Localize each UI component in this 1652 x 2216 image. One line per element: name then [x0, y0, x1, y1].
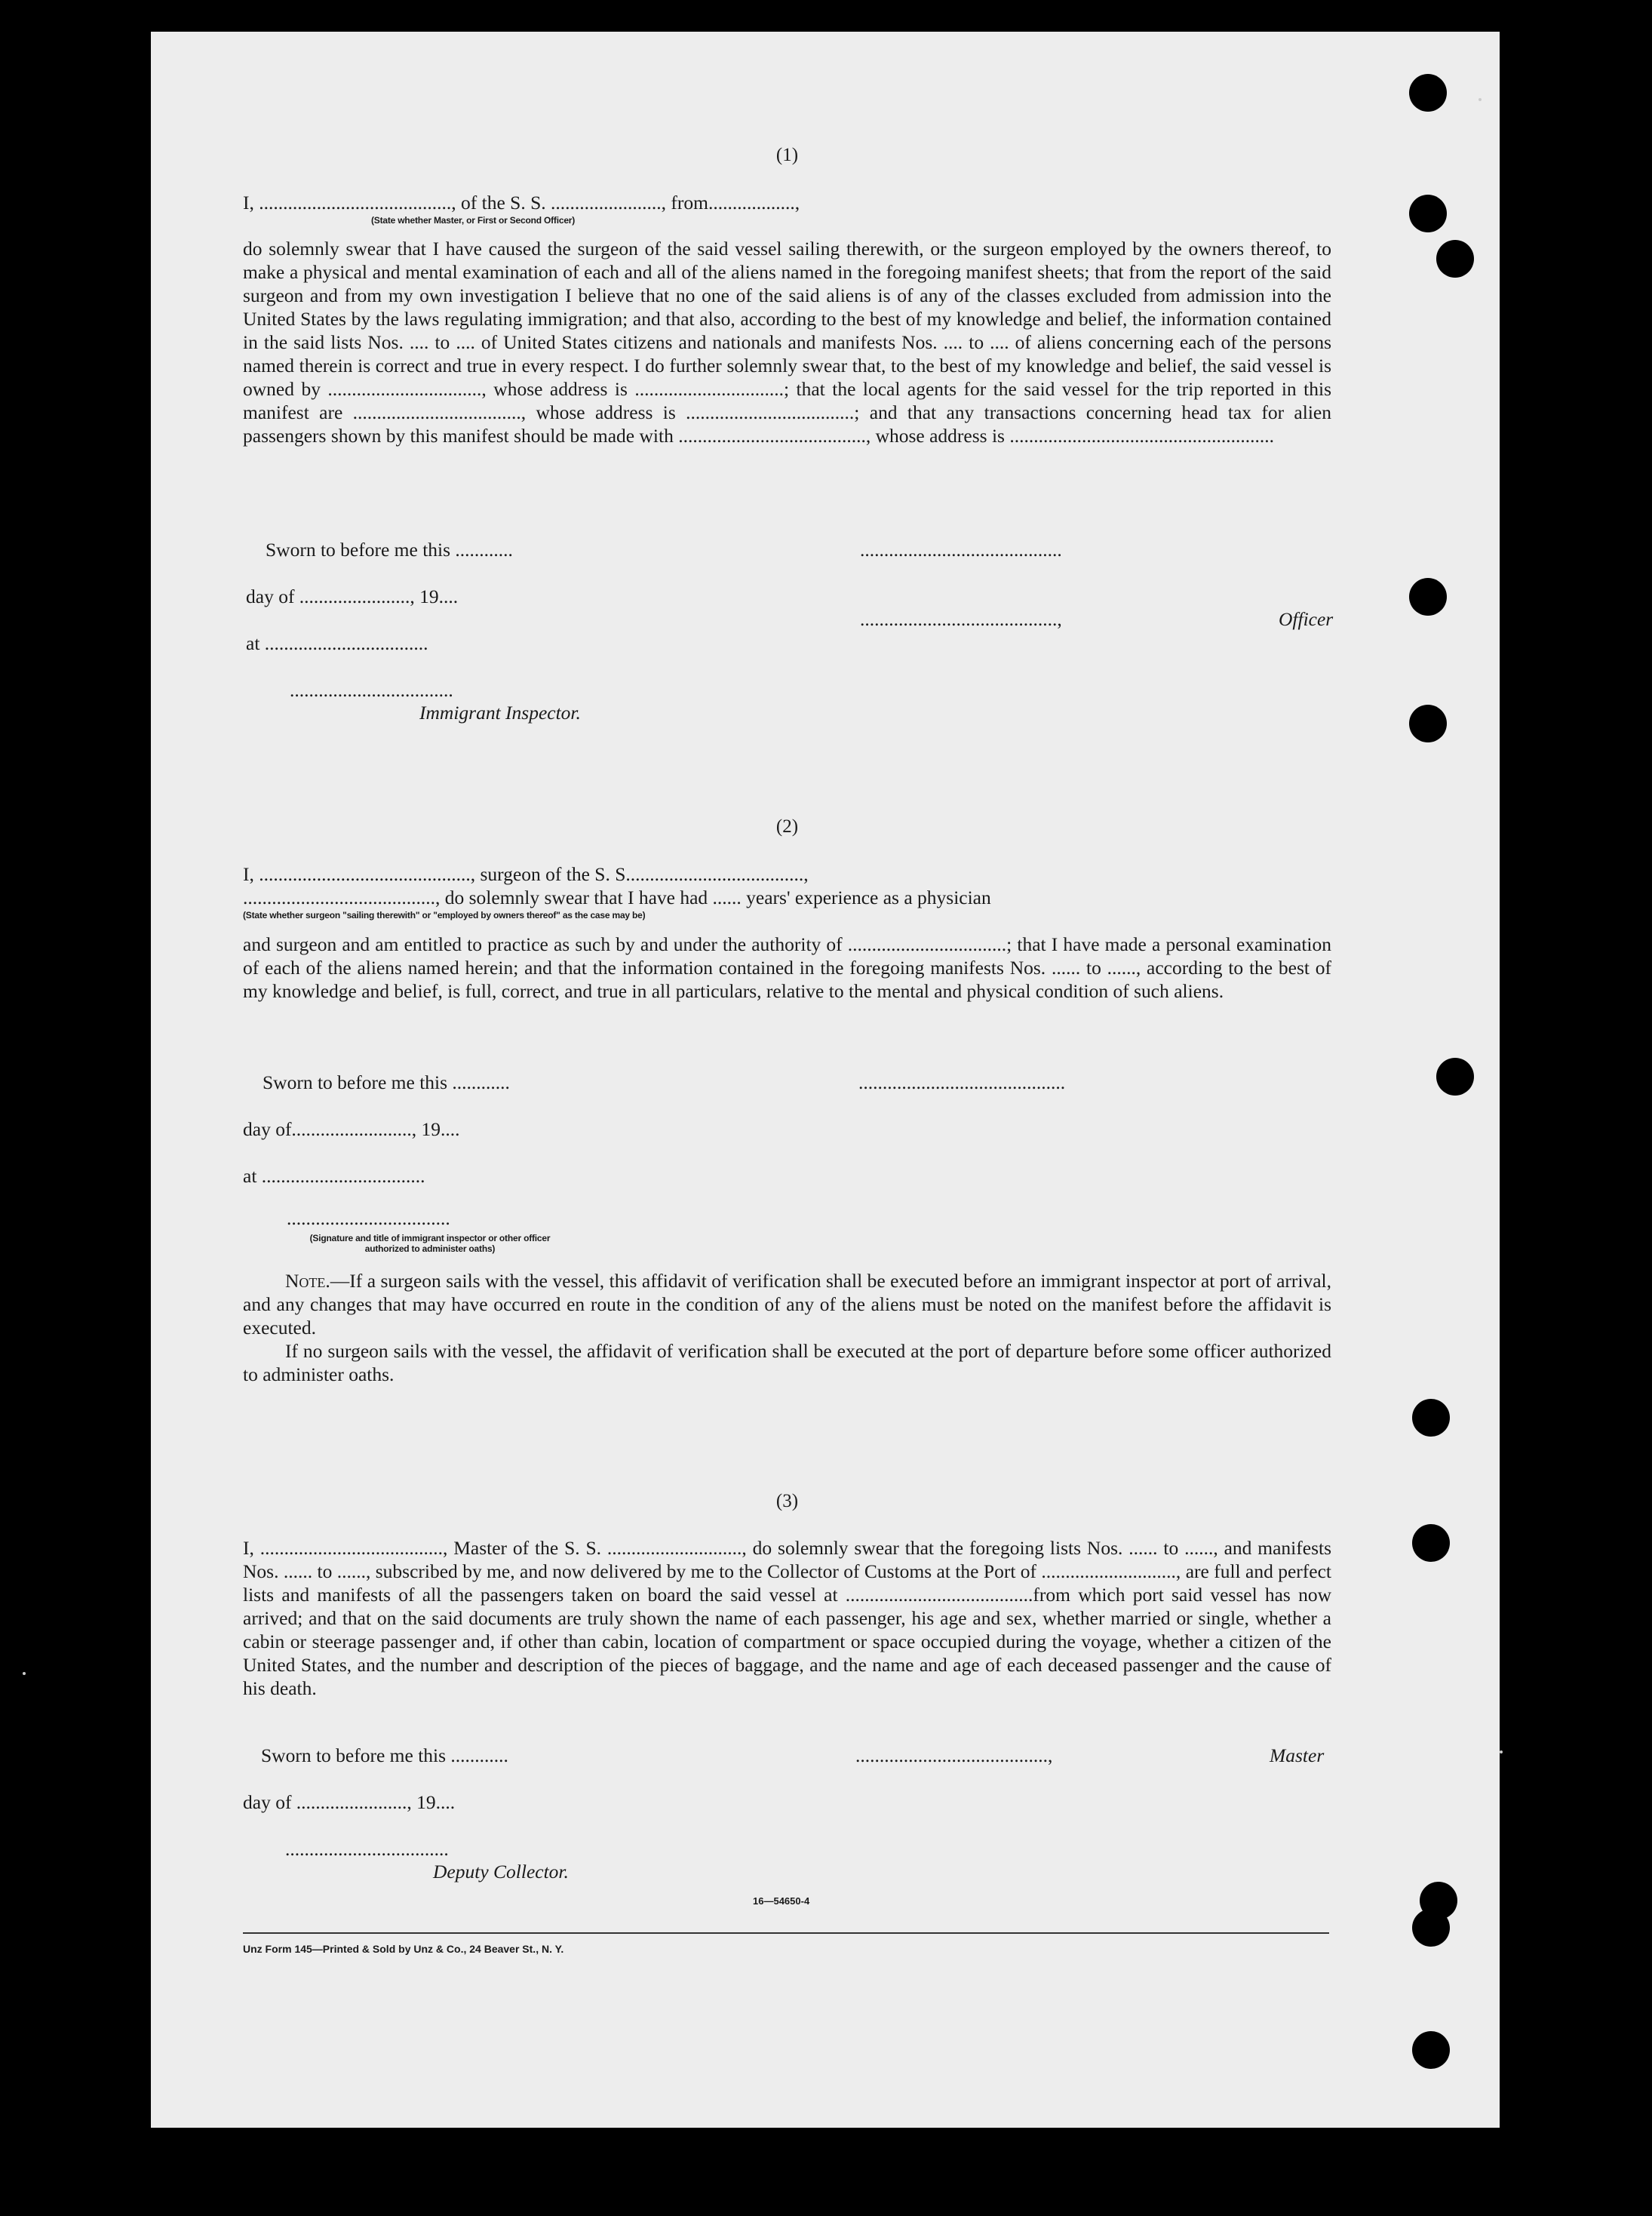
sworn-line: Sworn to before me this ............ [263, 1071, 510, 1093]
section2-body: and surgeon and am entitled to practice as such by and under the authority of .................................; that I have made a personal examination of each of the aliens named herein; and that the information contained in the foregoing manifests Nos. ...... to ......, according to the best of my knowledge and belief, is full, correct, and true in all particulars, relative to the mental and physical condition of such aliens. [243, 933, 1331, 1002]
note-label: Note [285, 1270, 326, 1292]
note-paragraph-2: If no surgeon sails with the vessel, the affidavit of verification shall be executed at the port of departure before some officer authorized to administer oaths. [243, 1340, 1331, 1385]
punch-hole [1409, 578, 1447, 616]
punch-hole [1412, 1524, 1450, 1562]
inspector-dots: .................................. [290, 679, 453, 701]
punch-hole [1412, 2031, 1450, 2069]
document-content [243, 0, 1334, 2216]
at-line: at .................................. [243, 1165, 425, 1187]
officer-dots: ........................................., [860, 608, 1062, 630]
punch-hole [1409, 195, 1447, 232]
punch-hole [1412, 1399, 1450, 1437]
punch-hole [1436, 240, 1474, 278]
signature-note: (Signature and title of immigrant inspector or other officer authorized to administer oaths) [309, 1233, 551, 1254]
speck [23, 1672, 26, 1675]
form-number: 16—54650-4 [753, 1895, 810, 1907]
footer-rule [243, 1932, 1329, 1934]
footer-printer: Unz Form 145—Printed & Sold by Unz & Co., 24 Beaver St., N. Y. [243, 1943, 564, 1955]
section-number: (1) [775, 145, 799, 165]
day-of-line: day of ......................., 19.... [243, 1791, 456, 1813]
speck [1500, 1750, 1503, 1753]
section1-note: (State whether Master, or First or Second Officer) [371, 215, 576, 226]
speck [1479, 98, 1482, 101]
at-line: at .................................. [246, 632, 428, 654]
section2-note: (State whether surgeon "sailing therewith" or "employed by owners thereof" as the case may be) [243, 910, 646, 921]
section1-line1: I, ........................................, of the S. S. ......................., from.................., [243, 192, 800, 214]
master-label: Master [1270, 1744, 1325, 1766]
sworn-line: Sworn to before me this ............ [261, 1744, 508, 1766]
signature-dots: ........................................... [858, 1071, 1066, 1093]
section-number: (2) [775, 816, 799, 837]
day-of-line: day of........................., 19.... [243, 1118, 460, 1140]
punch-hole [1412, 1909, 1450, 1947]
signature-dots: .......................................... [860, 539, 1062, 561]
sworn-line: Sworn to before me this ............ [266, 539, 513, 561]
day-of-line: day of ......................., 19.... [246, 586, 459, 607]
punch-hole [1436, 1058, 1474, 1096]
master-dots: ........................................, [855, 1744, 1053, 1766]
collector-label: Deputy Collector. [433, 1861, 569, 1883]
officer-label: Officer [1279, 608, 1334, 630]
punch-hole [1409, 74, 1447, 112]
punch-hole [1409, 705, 1447, 742]
section2-line1: I, ............................................, surgeon of the S. S....................................., [243, 863, 809, 885]
note-paragraph [243, 1269, 1331, 1339]
inspector-dots: .................................. [287, 1207, 450, 1229]
section-number: (3) [775, 1491, 799, 1511]
section2-line2: ........................................, do solemnly swear that I have had ...... years' experience as a physician [243, 887, 991, 908]
inspector-label: Immigrant Inspector. [419, 702, 581, 724]
collector-dots: .................................. [285, 1838, 449, 1860]
note-text: .—If a surgeon sails with the vessel, this affidavit of verification shall be executed before an immigrant inspector at port of arrival, and any changes that may have occurred en route in the condition of any of the aliens must be noted on the manifest before the affidavit is executed. [243, 1270, 1331, 1339]
section1-body: do solemnly swear that I have caused the surgeon of the said vessel sailing therewith, or the surgeon employed by the owners thereof, to make a physical and mental examination of each and all of the aliens named in the foregoing manifest sheets; that from the report of the said surgeon and from my own investigation I believe that no one of the said aliens is of any of the classes excluded from admission into the United States by the laws regulating immigration; and that also, according to the best of my knowledge and belief, the information contained in the said lists Nos. .... to .... of United States citizens and nationals and manifests Nos. .... to .... of aliens concerning each of the persons named therein is correct and true in every respect. I do further solemnly swear that, to the best of my knowledge and belief, the said vessel is owned by ................................, whose address is ...............................; that the local agents for the said vessel for the trip reported in this manifest are ..................................., whose address is ...................................; and that any transactions concerning head tax for alien passengers shown by this manifest should be made with ......................................., whose address is ....................................................... [243, 238, 1331, 447]
section3-body: I, ......................................, Master of the S. S. ............................, do solemnly swear that the foregoing lists Nos. ...... to ......, and manifests Nos. ...... to ......, subscribed by me, and now delivered by me to the Collector of Customs at the Port of ............................, are full and perfect lists and manifests of all the passengers taken on board the said vessel at .......................................from which port said vessel has now arrived; and that on the said documents are truly shown the name of each passenger, his age and sex, whether married or single, whether a cabin or steerage passenger and, if other than cabin, location of compartment or space occupied during the voyage, whether a citizen of the United States, and the number and description of the pieces of baggage, and the name and age of each deceased passenger and the cause of his death. [243, 1537, 1331, 1699]
